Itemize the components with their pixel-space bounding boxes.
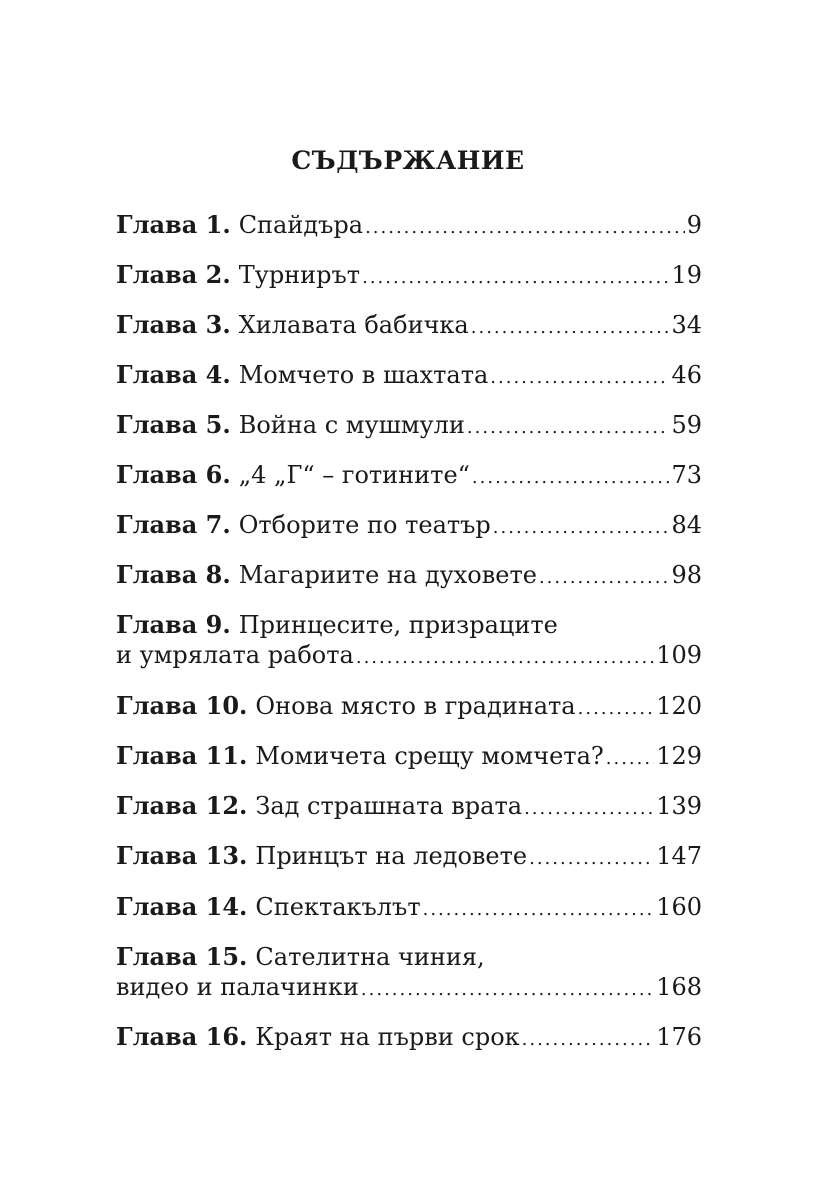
chapter-label: Глава 5. [116,410,231,439]
chapter-title: Турнирът [238,261,361,289]
chapter-title: Война с мушмули [238,411,465,439]
page-number: 46 [671,361,702,389]
chapter-label: Глава 7. [116,510,231,539]
chapter-label: Глава 10. [116,691,248,720]
toc-entry-10[interactable] [116,691,702,724]
page-number: 84 [671,511,702,539]
chapter-title: Зад страшната врата [255,792,523,820]
toc-entry-12[interactable] [116,791,702,824]
toc-entry-5[interactable] [116,410,702,443]
toc-entry-4[interactable] [116,360,702,393]
chapter-title: Сателитна чиния, [255,943,485,971]
chapter-label: Глава 14. [116,892,248,921]
dot-leader [493,513,670,543]
chapter-title: Спайдъра [238,211,364,239]
dot-leader [472,463,670,493]
page-number: 73 [671,461,702,489]
chapter-title: Отборите по театър [238,511,491,539]
chapter-label: Глава 8. [116,560,231,589]
chapter-label: Глава 6. [116,460,231,489]
toc-entry-14[interactable] [116,892,702,925]
chapter-title-continued: видео и палачинки [116,973,359,1001]
chapter-label: Глава 4. [116,360,231,389]
chapter-title: Спектакълът [255,893,421,921]
toc-entry-9[interactable] [116,610,702,673]
toc-entry-8[interactable] [116,560,702,593]
dot-leader [490,363,669,393]
page-number: 34 [671,311,702,339]
page-number: 176 [656,1023,702,1051]
dot-leader [365,213,685,243]
page-number: 168 [656,973,702,1001]
chapter-label: Глава 12. [116,791,248,820]
toc-entry-7[interactable] [116,510,702,543]
chapter-label: Глава 2. [116,260,231,289]
toc-entry-15[interactable] [116,942,702,1005]
page-number: 98 [671,561,702,589]
dot-leader [362,263,669,293]
chapter-title: Краят на първи срок [255,1023,520,1051]
chapter-title: Принцът на ледовете [255,842,528,870]
toc-entry-2[interactable] [116,260,702,293]
page-number: 147 [656,842,702,870]
chapter-title: Хилавата бабичка [238,311,469,339]
dot-leader [471,313,670,343]
dot-leader [356,643,654,673]
page-number: 109 [656,641,702,669]
chapter-label: Глава 16. [116,1022,248,1051]
dot-leader [522,1025,655,1055]
page-number: 160 [656,893,702,921]
chapter-label: Глава 11. [116,741,248,770]
dot-leader [524,794,654,824]
chapter-label: Глава 15. [116,942,248,971]
dot-leader [423,895,655,925]
dot-leader [606,744,654,774]
chapter-label: Глава 1. [116,210,231,239]
page-title: СЪДЪРЖАНИЕ [291,146,525,175]
chapter-title: Принцесите, призраците [238,611,558,639]
chapter-title: Момчето в шахтата [238,361,489,389]
chapter-title: „4 „Г“ – готините“ [238,461,470,489]
toc-entry-6[interactable] [116,460,702,493]
dot-leader [578,694,655,724]
chapter-title: Момичета срещу момчета? [255,742,604,770]
toc-entry-11[interactable] [116,741,702,774]
dot-leader [361,975,654,1005]
toc-entry-16[interactable] [116,1022,702,1055]
dot-leader [529,844,654,874]
dot-leader [467,413,670,443]
page-number: 129 [656,742,702,770]
chapter-title-continued: и умрялата работа [116,641,354,669]
toc-entry-13[interactable] [116,841,702,874]
toc-entry-1[interactable] [116,210,702,243]
page-number: 9 [686,211,702,239]
toc-entry-3[interactable] [116,310,702,343]
page-number: 120 [656,692,702,720]
chapter-label: Глава 9. [116,610,231,639]
chapter-title: Магариите на духовете [238,561,537,589]
dot-leader [539,563,670,593]
chapter-label: Глава 3. [116,310,231,339]
page-number: 59 [671,411,702,439]
page-number: 139 [656,792,702,820]
chapter-title: Онова място в градината [255,692,576,720]
chapter-label: Глава 13. [116,841,248,870]
page-number: 19 [671,261,702,289]
